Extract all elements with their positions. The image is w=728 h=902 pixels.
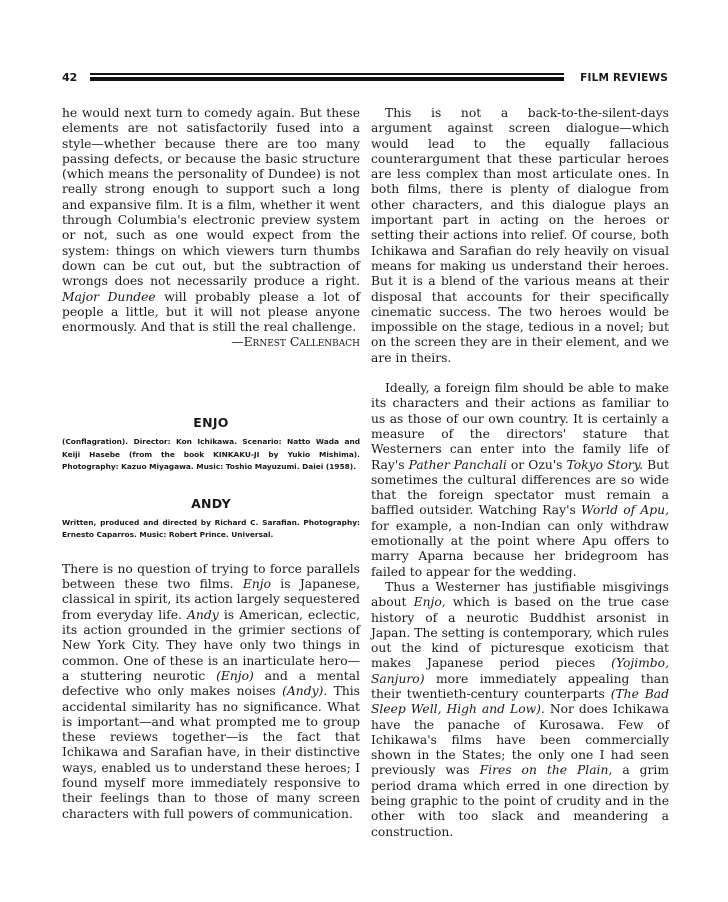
running-head: [62, 70, 668, 86]
header-double-rule: [90, 73, 564, 82]
credits-enjo: (Conflagration). Director: Kon Ichikawa. Scenario: Natto Wada and Keiji Hasebe (from the book KINKAKU-JI by Yukio Mishima). Photography: Kazuo Miyagawa. Music: Toshio Mayuzumi. Daiei (1958).: [62, 437, 360, 472]
paragraph: Thus a Westerner has justifiable misgivings about Enjo, which is based on the true case history of a neurotic Buddhist arsonist in Japan. The setting is contemporary, which rules out the kind of picturesque exoticism that makes Japanese period pieces (Yojimbo, Sanjuro) more immediately appealing than their twentieth-century counterparts (The Bad Sleep Well, High and Low). Nor does Ichikawa have the panache of Kurosawa. Few of Ichikawa's films have been commercially shown in the States; the only one I had seen previously was Fires on the Plain, a grim period drama which erred in one direction by being graphic to the point of crudity and in the other with too slack and meandering a construction.: [371, 579, 670, 839]
section-title: FILM REVIEWS: [580, 72, 668, 84]
right-column: [371, 106, 669, 840]
reviewer-signature: —Ernest Callenbach: [231, 335, 360, 350]
review-body-paragraph: There is no question of trying to force parallels between these two films. Enjo is Japanese, classical in spirit, its action largely sequestered from everyday life. Andy is American, eclectic, its action grounded in the grimier sections of New York City. They have only two things in common. One of these is an inarticulate hero—a stuttering neurotic (Enjo) and a mental defective who only makes noises (Andy). This accidental similarity has no significance. What is important—and what prompted me to group these reviews together—is the fact that Ichikawa and Sarafian have, in their distinctive ways, enabled us to understand these heroes; I found myself more immediately responsive to their feelings than to those of many screen characters with full powers of communication.: [62, 561, 361, 821]
review-title-enjo: ENJO: [193, 414, 229, 430]
review-title-andy: ANDY: [191, 495, 231, 511]
film-title: Major Dundee: [62, 289, 156, 304]
page-number: 42: [62, 71, 78, 84]
credits-andy: Written, produced and directed by Richard C. Sarafian. Photography: Ernesto Caparros. Music: Robert Prince. Universal.: [62, 517, 360, 540]
rule-line-thin: [90, 73, 564, 75]
paragraph: This is not a back-to-the-silent-days argument against screen dialogue—which would lead to the equally fallacious counterargument that these particular heroes are less complex than most articulate ones. In both films, there is plenty of dialogue from other characters, and this dialogue plays an important part in acting on the heroes or setting their actions into relief. Of course, both Ichikawa and Sarafian do rely heavily on visual means for making us understand their heroes. But it is a blend of the various means at their disposal that accounts for their specifically cinematic success. The two heroes would be impossible on the stage, tedious in a novel; but on the screen they are in their element, and we are in theirs.: [371, 106, 669, 365]
previous-review-ending: he would next turn to comedy again. But these elements are not satisfactorily fused into a style—whether because there are too many passing defects, or because the basic structure (which means the personality of Dundee) is not really strong enough to support such a long and expansive film. It is a film, whether it went through Columbia's electronic preview system or not, such as one would expect from the system: things on which viewers turn thumbs down can be cut out, but the subtraction of wrongs does not necessarily produce a right. Major Dundee will probably please a lot of people a little, but it will not please anyone enormously. And that is still the real challenge.: [62, 106, 360, 335]
left-column: [62, 106, 360, 822]
rule-line-thick: [90, 77, 564, 81]
paragraph: Ideally, a foreign film should be able to make its characters and their actions as familiar to us as those of our own country. It is certainly a measure of the directors' stature that Westerners can enter into the family life of Ray's Pather Panchali or Ozu's Tokyo Story. But sometimes the cultural differences are so wide that the foreign spectator must remain a baffled outsider. Watching Ray's World of Apu, for example, a non-Indian can only withdraw emotionally at the point where Apu offers to marry Aparna because her bridegroom has failed to appear for the wedding.: [371, 381, 670, 579]
